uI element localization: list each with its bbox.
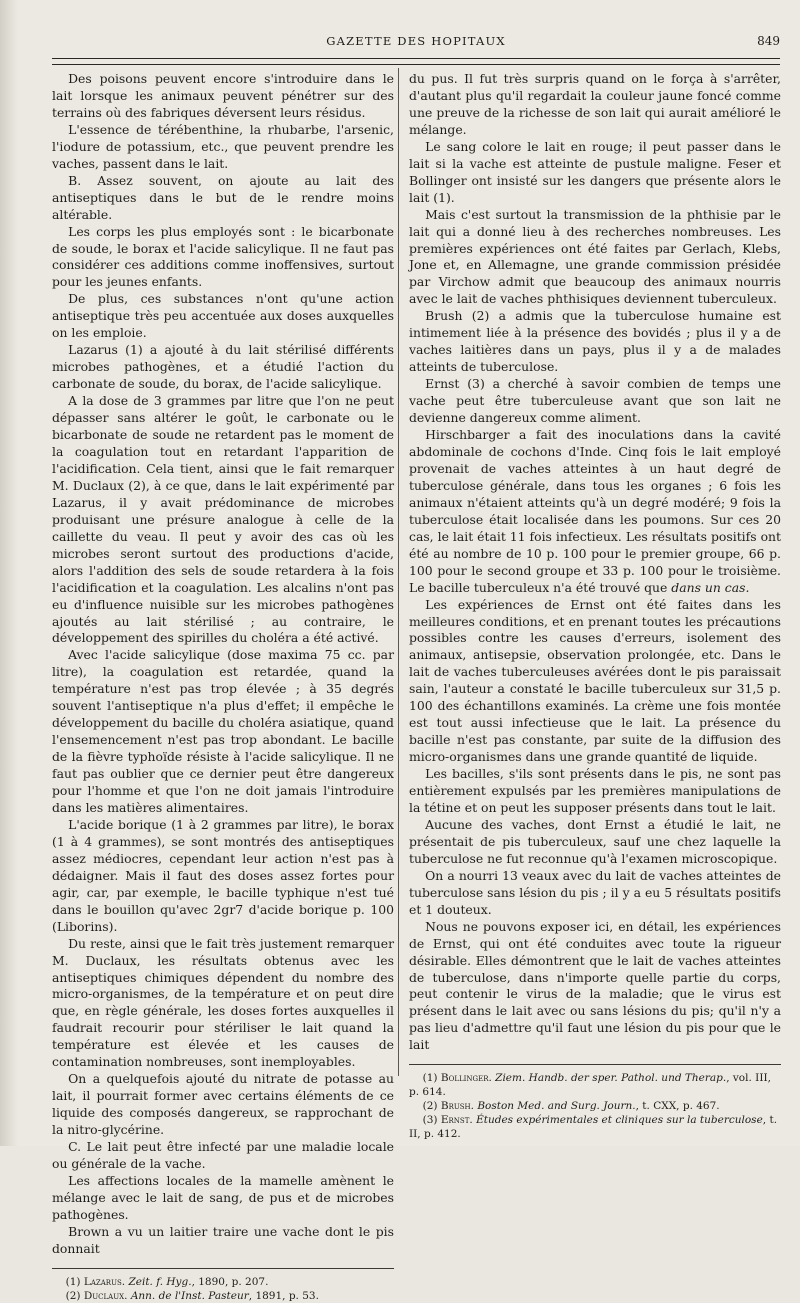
footnote-source: Zeit. f. Hyg. bbox=[128, 1275, 192, 1288]
running-title: GAZETTE DES HOPITAUX bbox=[326, 34, 506, 48]
footnotes-right bbox=[409, 1064, 781, 1141]
left-column bbox=[52, 71, 394, 1303]
footnotes-left bbox=[52, 1268, 394, 1303]
footnote-marker: (1) bbox=[422, 1072, 438, 1085]
footnote-rest: , t. II, p. 412. bbox=[409, 1114, 778, 1141]
footnote bbox=[52, 1289, 394, 1303]
paragraph: B. Assez souvent, on ajoute au lait des antiseptiques dans le but de le rendre moins altérable. bbox=[52, 172, 394, 222]
paragraph: Nous ne pouvons exposer ici, en détail, les expériences de Ernst, qui ont été conduites avec toute la rigueur désirable. Elles démontrent que le lait de vaches atteintes de tuberculose, dans n'importe quelle partie du corps, peut contenir le virus de la maladie; que le virus est présent dans le lait avec ou sans lésions du pis; qu'il n'y a pas lieu d'admettre qu'il faut une lésion du pis pour que le lait bbox=[409, 918, 781, 1053]
paragraph: Les corps les plus employés sont : le bicarbonate de soude, le borax et l'acide salicylique. Il ne faut pas considérer ces additions comme inoffensives, surtout pour les jeunes enfants. bbox=[52, 223, 394, 290]
footnote-rule bbox=[409, 1064, 781, 1065]
footnote-author: Brush. bbox=[440, 1100, 474, 1113]
footnote-rest: , 1890, p. 207. bbox=[191, 1275, 269, 1288]
paragraph: Les expériences de Ernst ont été faites dans les meilleures conditions, et en prenant toutes les précautions possibles contre les causes d'erreurs, isolement des animaux, antisepsie, observation prolongée, etc. Dans le lait de vaches tuberculeuses avérées dont le pis paraissait sain, l'auteur a constaté le bacille tuberculeux sur 31,5 p. 100 des échantillons examinés. La crème une fois montée est tout aussi infectieuse que le lait. La présence du bacille n'est pas constante, par suite de la diffusion des micro-organismes dans une grande quantité de liquide. bbox=[409, 596, 781, 765]
header-rule bbox=[52, 58, 780, 59]
footnote-rest: , 1891, p. 53. bbox=[248, 1289, 319, 1302]
paragraph: Ernst (3) a cherché à savoir combien de temps une vache peut être tuberculeuse avant que son lait ne devienne dangereux comme aliment. bbox=[409, 376, 781, 426]
footnote-source: Ann. de l'Inst. Pasteur bbox=[130, 1289, 249, 1302]
paragraph: Avec l'acide salicylique (dose maxima 75 cc. par litre), la coagulation est retardée, quand la température n'est pas trop élevée ; à 35 degrés souvent l'antiseptique n'a plus d'effet; il empêche le développement du bacille du choléra asiatique, quand l'ensemencement n'est pas trop abondant. Le bacille de la fièvre typhoïde résiste à l'acide salicylique. Il ne faut pas oublier que ce dernier peut être dangereux pour l'homme et que l'on ne doit jamais l'introduire dans les matières alimentaires. bbox=[52, 647, 394, 815]
footnote-source: Études expérimentales et cliniques sur la tuberculose bbox=[476, 1114, 763, 1127]
paragraph: Mais c'est surtout la transmission de la phthisie par le lait qui a donné lieu à des recherches nombreuses. Les premières expériences ont été faites par Gerlach, Klebs, Jone et, en Allemagne, une grande commission présidée par Virchow admit que beaucoup des animaux nourris avec le lait de vaches phthisiques deviennent tuberculeux. bbox=[409, 206, 781, 307]
paragraph: L'essence de térébenthine, la rhubarbe, l'arsenic, l'iodure de potassium, etc., que peuvent prendre les vaches, passent dans le lait. bbox=[52, 121, 394, 171]
footnote-marker: (3) bbox=[422, 1114, 438, 1127]
binding-shadow bbox=[0, 0, 18, 1146]
footnote-author: Bollinger. bbox=[440, 1072, 492, 1085]
paragraph: Brush (2) a admis que la tuberculose humaine est intimement liée à la présence des bovidés ; plus il y a de vaches laitières dans un pays, plus il y a de malades atteints de tuberculose. bbox=[409, 308, 781, 375]
footnote-rest: , t. CXX, p. 467. bbox=[635, 1100, 720, 1113]
paragraph: Aucune des vaches, dont Ernst a étudié le lait, ne présentait de pis tuberculeux, sauf une chez laquelle la tuberculose ne fut reconnue qu'à l'examen microscopique. bbox=[409, 816, 781, 866]
footnote-author: Ernst. bbox=[440, 1114, 473, 1127]
paragraph: On a nourri 13 veaux avec du lait de vaches atteintes de tuberculose sans lésion du pis ; il y a eu 5 résultats positifs et 1 douteux. bbox=[409, 867, 781, 917]
paragraph: A la dose de 3 grammes par litre que l'on ne peut dépasser sans altérer le goût, le carbonate ou le bicarbonate de soude ne retardent pas le moment de la coagulation tout en retardant l'apparition de l'acidification. Cela tient, ainsi que le fait remarquer M. Duclaux (2), à ce que, dans le lait expérimenté par Lazarus, il y avait prédominance de microbes produisant une présure analogue à celle de la caillette du veau. Il peut y avoir des cas où les microbes seront surtout des productions d'acide, alors l'addition des sels de soude retardera à la fois l'acidification et la coagulation. Les alcalins n'ont pas eu d'influence nuisible sur les microbes pathogènes ajoutés au lait stérilisé ; au contraire, le développement des spirilles du choléra a été activé. bbox=[52, 393, 394, 646]
paragraph: Brown a vu un laitier traire une vache dont le pis donnait bbox=[52, 1223, 394, 1256]
paragraph: Des poisons peuvent encore s'introduire dans le lait lorsque les animaux peuvent pénétrer sur des terrains où des fabriques déversent leurs résidus. bbox=[52, 71, 394, 120]
footnote bbox=[409, 1113, 781, 1141]
paragraph: Les affections locales de la mamelle amènent le mélange avec le lait de sang, de pus et de microbes pathogènes. bbox=[52, 1172, 394, 1222]
footnote bbox=[409, 1099, 781, 1113]
paragraph: Le sang colore le lait en rouge; il peut passer dans le lait si la vache est atteinte de pustule maligne. Feser et Bollinger ont insisté sur les dangers que présente alors le lait (1). bbox=[409, 138, 781, 205]
footnote-rule bbox=[52, 1268, 394, 1269]
paragraph: On a quelquefois ajouté du nitrate de potasse au lait, il pourrait former avec certains éléments de ce liquide des composés dangereux, se rapprochant de la nitro-glycérine. bbox=[52, 1071, 394, 1138]
paragraph: De plus, ces substances n'ont qu'une action antiseptique très peu accentuée aux doses auxquelles on les emploie. bbox=[52, 291, 394, 341]
footnote bbox=[409, 1071, 781, 1099]
paragraph: Les bacilles, s'ils sont présents dans le pis, ne sont pas entièrement expulsés par les premières manipulations de la tétine et on peut les supposer présents dans tout le lait. bbox=[409, 766, 781, 815]
page-number: 849 bbox=[757, 34, 780, 48]
paragraph: Lazarus (1) a ajouté à du lait stérilisé différents microbes pathogènes, et a étudié l'action du carbonate de soude, du borax, de l'acide salicylique. bbox=[52, 342, 394, 392]
header-rule-thin bbox=[52, 64, 780, 65]
footnote-marker: (2) bbox=[422, 1100, 438, 1113]
column-divider bbox=[398, 68, 399, 1076]
paragraph-text: Hirschbarger a fait des inoculations dans la cavité abdominale de cochons d'Inde. Cinq fois le lait employé provenait de vaches atteintes à un haut degré de tuberculose générale, dans tous les organes ; 6 fois les animaux n'étaient atteints qu'à un degré modéré; 9 fois la tuberculose était localisée dans les poumons. Sur ces 20 cas, le lait était 11 fois infectieux. Les résultats positifs ont été au nombre de 10 p. 100 pour le premier groupe, 66 p. 100 pour le second groupe et 33 p. 100 pour le troisième. Le bacille tuberculeux n'a été trouvé que bbox=[409, 427, 781, 595]
paragraph: du pus. Il fut très surpris quand on le força à s'arrêter, d'autant plus qu'il regardait la couleur jaune foncé comme une preuve de la richesse de son lait qui aurait amélioré le mélange. bbox=[409, 71, 781, 137]
footnote-author: Duclaux. bbox=[83, 1289, 128, 1302]
paragraph: C. Le lait peut être infecté par une maladie locale ou générale de la vache. bbox=[52, 1139, 394, 1171]
right-column bbox=[409, 71, 781, 1141]
footnote-author: Lazarus. bbox=[83, 1275, 126, 1288]
footnote-marker: (2) bbox=[65, 1289, 81, 1302]
footnote-source: Boston Med. and Surg. Journ. bbox=[477, 1100, 636, 1113]
paragraph: L'acide borique (1 à 2 grammes par litre), le borax (1 à 4 grammes), se sont montrés des antiseptiques assez médiocres, cependant leur action n'est pas à dédaigner. Mais il faut des doses assez fortes pour agir, car, par exemple, le bacille typhique n'est tué dans le bouillon qu'avec 2gr7 d'acide borique p. 100 (Liborins). bbox=[52, 816, 394, 934]
paragraph: Du reste, ainsi que le fait très justement remarquer M. Duclaux, les résultats obtenus avec les antiseptiques chimiques dépendent du nombre des micro-organismes, de la température et on peut dire que, en règle générale, les doses fortes auxquelles il faudrait recourir pour stériliser le lait quand la température est élevée et les causes de contamination nombreuses, sont inemployables. bbox=[52, 935, 394, 1070]
footnote-rest: , vol. III, p. 614. bbox=[409, 1072, 771, 1099]
footnote bbox=[52, 1275, 394, 1289]
paragraph bbox=[409, 427, 781, 597]
footnote-source: Ziem. Handb. der sper. Pathol. und Therap. bbox=[495, 1072, 727, 1085]
italic-phrase: dans un cas. bbox=[671, 579, 750, 595]
footnote-marker: (1) bbox=[65, 1275, 81, 1288]
page-header bbox=[52, 34, 780, 52]
